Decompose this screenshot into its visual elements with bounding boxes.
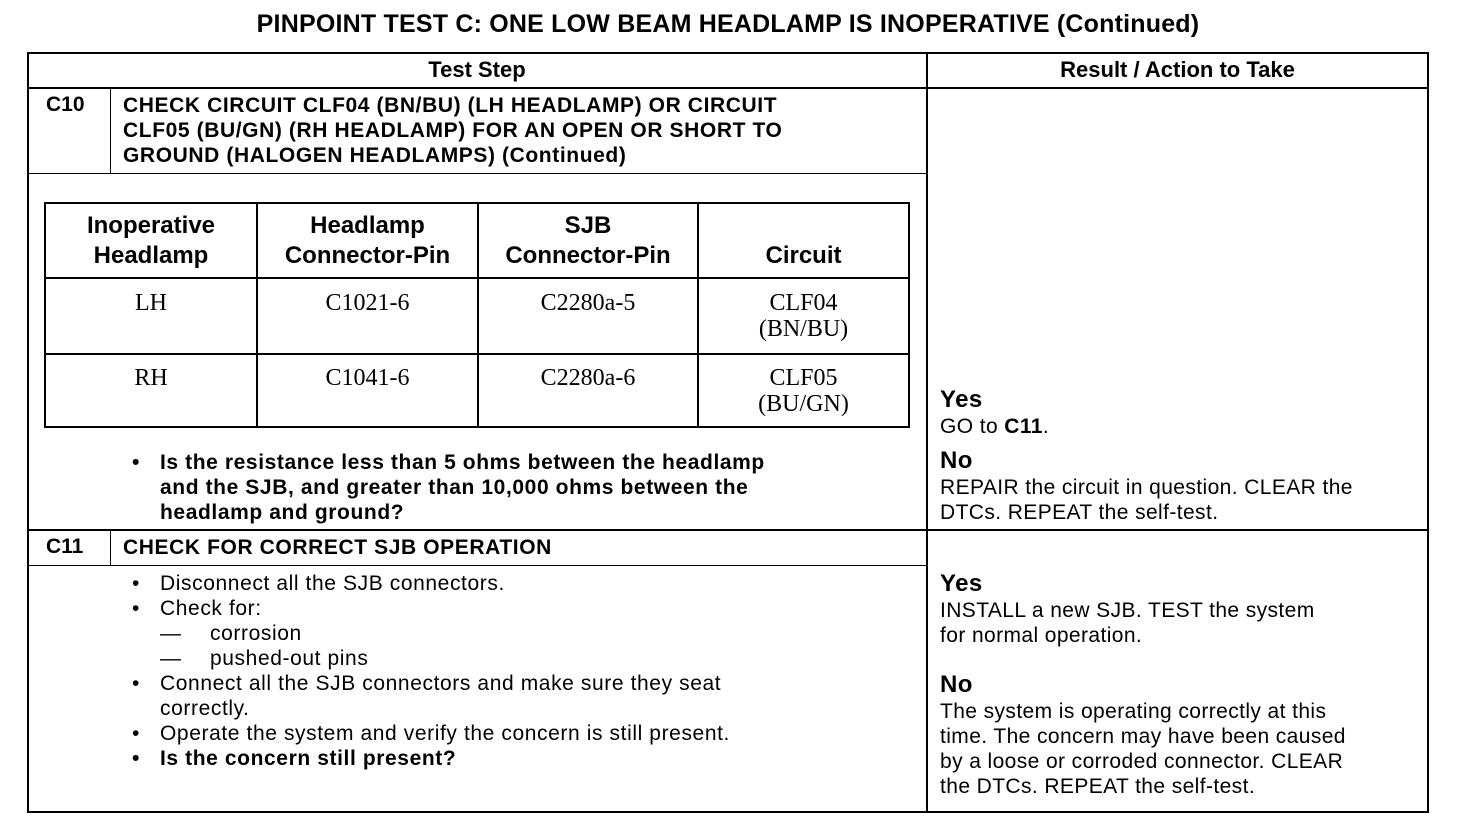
cell-sjb-pin: C2280a-6 xyxy=(540,365,636,391)
result-header: Result / Action to Take xyxy=(1060,57,1295,82)
cell-headlamp-pin: C1021-6 xyxy=(325,290,410,316)
cell-headlamp-pin: C1041-6 xyxy=(325,365,410,391)
column-header-sjb-connector-pin: SJB Connector-Pin xyxy=(505,212,671,269)
cell-headlamp: LH xyxy=(135,290,167,316)
step-id-c11: C11 xyxy=(46,535,84,558)
no-action-line: REPAIR the circuit in question. CLEAR the xyxy=(940,476,1353,499)
page-title: PINPOINT TEST C: ONE LOW BEAM HEADLAMP IS INOPERATIVE (Continued) xyxy=(256,10,1200,38)
list-item: • Check for: xyxy=(132,597,262,620)
column-header-inoperative-headlamp: Inoperative Headlamp xyxy=(86,212,216,269)
list-item: • Is the concern still present? xyxy=(132,747,457,770)
goto-step-link: C11 xyxy=(1004,415,1043,438)
sub-list-item: — pushed-out pins xyxy=(160,647,369,670)
cell-circuit: CLF05 (BU/GN) xyxy=(758,365,849,417)
no-action-line: time. The concern may have been caused xyxy=(940,725,1346,748)
no-action-line: DTCs. REPEAT the self-test. xyxy=(940,501,1219,524)
step-title-line: GROUND (HALOGEN HEADLAMPS) (Continued) xyxy=(123,144,627,167)
yes-action-line: for normal operation. xyxy=(940,624,1143,647)
c11-steps xyxy=(124,571,924,771)
bullet-marker: • xyxy=(132,451,140,474)
yes-action: GO to C11. xyxy=(940,415,1050,438)
no-action-line: the DTCs. REPEAT the self-test. xyxy=(940,775,1256,798)
step-title-c10 xyxy=(123,93,923,168)
list-item: • Operate the system and verify the concern is still present. xyxy=(132,722,730,745)
step-title-line: CHECK CIRCUIT CLF04 (BN/BU) (LH HEADLAMP) OR CIRCUIT xyxy=(123,94,778,117)
cell-sjb-pin: C2280a-5 xyxy=(540,290,636,316)
c10-question xyxy=(124,450,924,525)
step-title-c11: CHECK FOR CORRECT SJB OPERATION xyxy=(123,536,552,559)
list-item: • Disconnect all the SJB connectors. xyxy=(132,572,505,595)
column-header-circuit: Circuit xyxy=(765,242,842,269)
column-header-headlamp-connector-pin: Headlamp Connector-Pin xyxy=(284,212,451,269)
no-label: No xyxy=(940,447,973,474)
no-action-line: The system is operating correctly at this xyxy=(940,700,1327,723)
c10-result xyxy=(940,386,1426,525)
sub-list-item: — corrosion xyxy=(160,622,302,645)
no-label: No xyxy=(940,671,973,698)
step-id-c10: C10 xyxy=(46,93,85,116)
cell-circuit: CLF04 (BN/BU) xyxy=(758,290,849,342)
test-step-header: Test Step xyxy=(428,57,526,82)
yes-action-line: INSTALL a new SJB. TEST the system xyxy=(940,599,1315,622)
step-title-line: CLF05 (BU/GN) (RH HEADLAMP) FOR AN OPEN OR SHORT TO xyxy=(123,119,783,142)
yes-label: Yes xyxy=(940,386,983,413)
c11-result xyxy=(940,570,1426,799)
yes-label: Yes xyxy=(940,570,983,597)
list-item: • Is the resistance less than 5 ohms between the headlamp and the SJB, and greater than 10,000 ohms between the headlamp and ground? xyxy=(124,450,924,525)
list-item: • Connect all the SJB connectors and make sure they seat correctly. xyxy=(132,672,722,720)
cell-headlamp: RH xyxy=(134,365,168,391)
no-action-line: by a loose or corroded connector. CLEAR xyxy=(940,750,1344,773)
connector-pin-table xyxy=(44,202,910,428)
